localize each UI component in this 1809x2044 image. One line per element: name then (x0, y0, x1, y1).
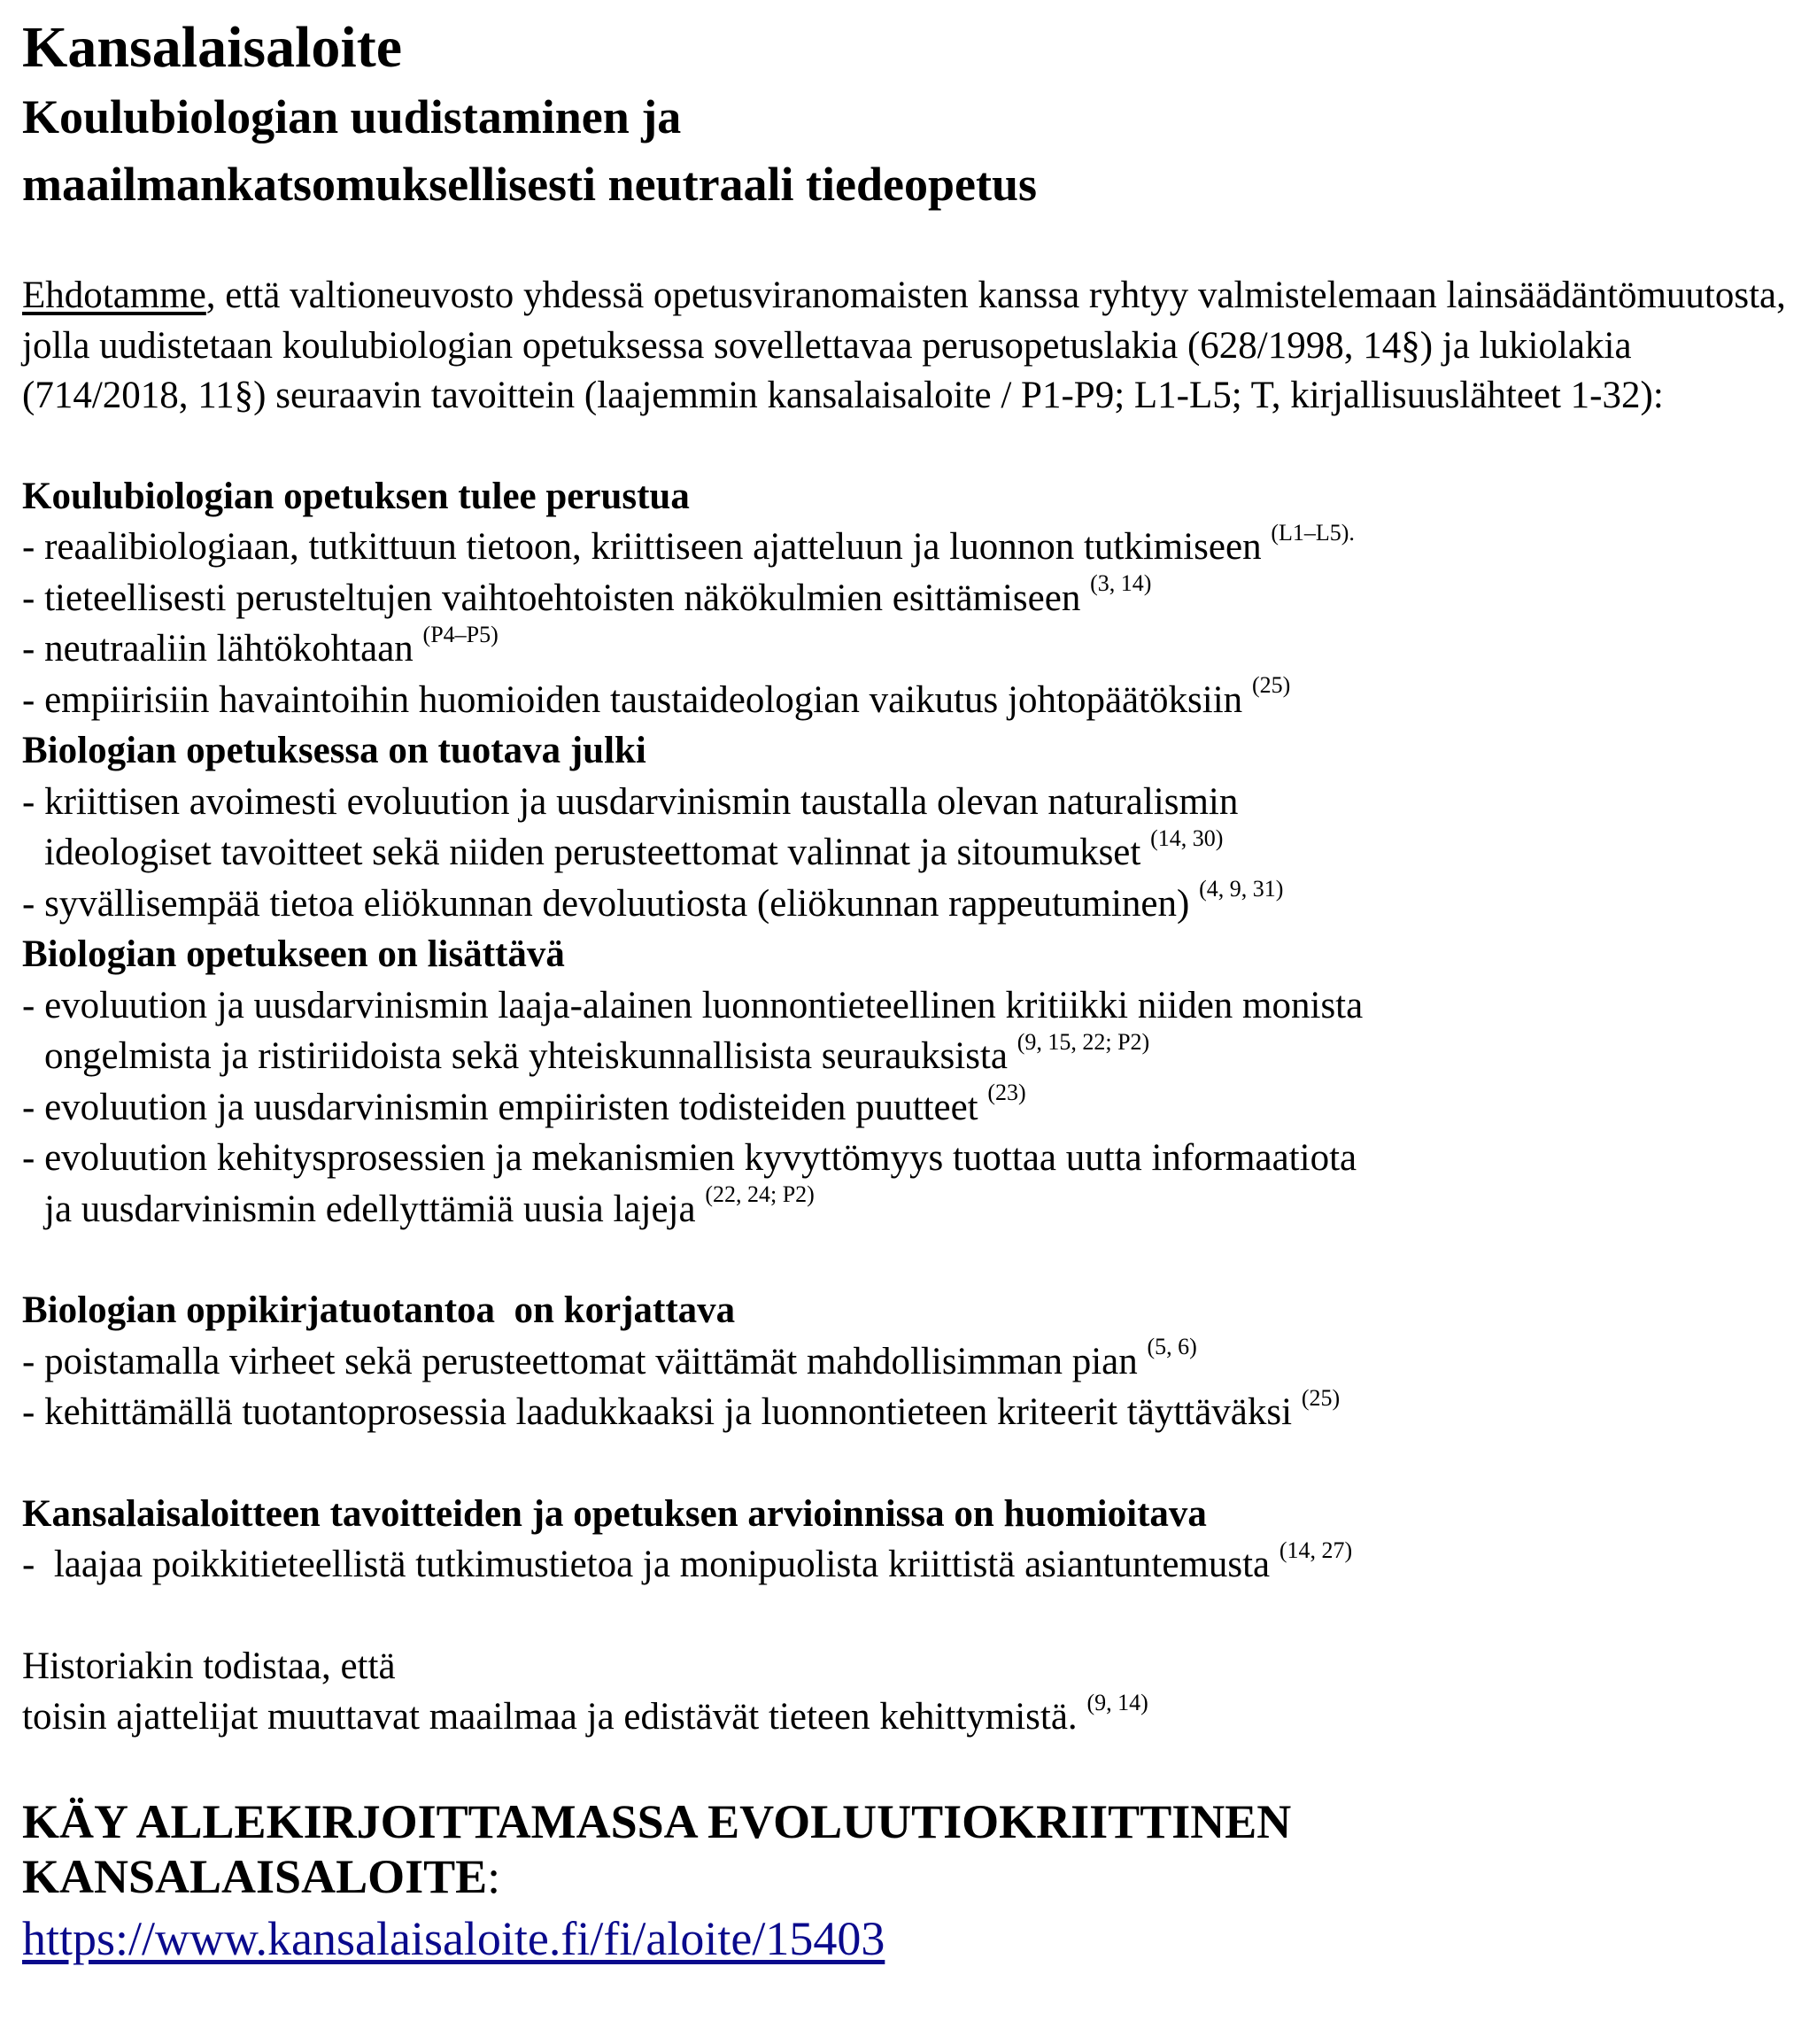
history-line-2: toisin ajattelijat muuttavat maailmaa ja edistävät tieteen kehittymistä. $^{(9, 14)}$ (22, 1689, 1148, 1738)
intro-body: , että valtioneuvosto yhdessä opetusviranomaisten kanssa ryhtyy valmistelemaan lainsäädäntömuutosta, jolla uudistetaan koulubiologian opetuksessa sovellettavaa perusopetuslakia (628/1998, 14§) ja lukiolakia (714/2018, 11§) seuraavin tavoittein (22, 275, 1786, 416)
section-heading: Biologian opetukseen on lisättävä (22, 933, 565, 975)
reference: (22, 24; P2) (705, 1181, 815, 1208)
page-subtitle-line-2: maailmankatsomuksellisesti neutraali tiedeopetus (22, 158, 1038, 211)
reference: (25) (1251, 672, 1291, 699)
reference: (14, 27) (1279, 1537, 1353, 1563)
list-item: - neutraaliin lähtökohtaan $^{(P4-P5)}$ (22, 621, 499, 670)
list-item: - kehittämällä tuotantoprosessia laadukkaaksi ja luonnontieteen kriteerit täyttäväksi $^{(25)}$ (22, 1384, 1341, 1433)
intro-lead-word: Ehdotamme (22, 275, 206, 316)
call-to-action (22, 1794, 1789, 1970)
intro-paragraph (22, 271, 1789, 422)
reference: (4, 9, 31) (1199, 876, 1284, 902)
initiative-link[interactable]: https://www.kansalaisaloite.fi/fi/aloite/15403 (22, 1911, 885, 1965)
section-heading: Kansalaisaloitteen tavoitteiden ja opetuksen arvioinnissa on huomioitava (22, 1492, 1207, 1535)
list-item: - evoluution kehitysprosessien ja mekanismien kyvyttömyys tuottaa uutta informaatiota (22, 1137, 1357, 1179)
section-2 (22, 725, 1789, 929)
list-item: - evoluution ja uusdarvinismin laaja-alainen luonnontieteellinen kritiikki niiden monista (22, 984, 1364, 1026)
reference: (P4–P5) (422, 621, 499, 647)
page-title: Kansalaisaloite (22, 15, 403, 80)
reference: (9, 15, 22; P2) (1017, 1028, 1150, 1055)
list-item-continuation: ideologiset tavoitteet sekä niiden perusteettomat valinnat ja sitoumukset $^{(14, 30)}$ (44, 825, 1224, 873)
section-heading: Biologian oppikirjatuotantoa on korjattava (22, 1289, 736, 1331)
reference: (23) (987, 1080, 1026, 1106)
cta-line-2: KANSALAISALOITE: (22, 1849, 501, 1903)
section-heading: Koulubiologian opetuksen tulee perustua (22, 475, 690, 517)
reference: (25) (1301, 1384, 1341, 1411)
reference: (14, 30) (1150, 825, 1224, 851)
cta-line-1: KÄY ALLEKIRJOITTAMASSA EVOLUUTIOKRIITTINEN (22, 1794, 1292, 1848)
list-item: - laajaa poikkitieteellistä tutkimustietoa ja monipuolista kriittistä asiantuntemusta $^{(14, 27)}$ (22, 1537, 1353, 1585)
reference: (9, 14) (1086, 1689, 1148, 1715)
intro-tail: (laajemmin kansalaisaloite / P1-P9; L1-L5; T, kirjallisuuslähteet 1-32): (575, 375, 1664, 416)
reference: (5, 6) (1147, 1334, 1197, 1360)
section-1 (22, 471, 1789, 726)
reference: (L1–L5). (1271, 519, 1355, 546)
history-line-1: Historiakin todistaa, että (22, 1645, 396, 1687)
document (22, 12, 1789, 1970)
list-item: - kriittisen avoimesti evoluution ja uusdarvinismin taustalla olevan naturalismin (22, 780, 1239, 823)
page-subtitle-line-1: Koulubiologian uudistaminen ja (22, 90, 682, 143)
section-4 (22, 1285, 1789, 1438)
list-item: - reaalibiologiaan, tutkittuun tietoon, kriittiseen ajatteluun ja luonnon tutkimiseen $^{(L1-L5).}$ (22, 519, 1355, 568)
section-heading: Biologian opetuksessa on tuotava julki (22, 730, 646, 771)
list-item: - evoluution ja uusdarvinismin empiiristen todisteiden puutteet $^{(23)}$ (22, 1080, 1026, 1128)
list-item-continuation: ongelmista ja ristiriidoista sekä yhteiskunnallisista seurauksista $^{(9, 15, 22; P2)}$ (44, 1028, 1150, 1077)
list-item: - empiirisiin havaintoihin huomioiden taustaideologian vaikutus johtopäätöksiin $^{(25)}$ (22, 672, 1291, 721)
history-note (22, 1641, 1789, 1743)
section-3 (22, 929, 1789, 1235)
list-item: - poistamalla virheet sekä perusteettomat väittämät mahdollisimman pian $^{(5, 6)}$ (22, 1334, 1197, 1382)
list-item-continuation: ja uusdarvinismin edellyttämiä uusia lajeja $^{(22, 24; P2)}$ (44, 1181, 815, 1230)
reference: (3, 14) (1090, 570, 1152, 597)
list-item: - tieteellisesti perusteltujen vaihtoehtoisten näkökulmien esittämiseen $^{(3, 14)}$ (22, 570, 1152, 619)
list-item: - syvällisempää tietoa eliökunnan devoluutiosta (eliökunnan rappeutuminen) $^{(4, 9, 31)}$ (22, 876, 1284, 925)
section-5 (22, 1489, 1789, 1591)
